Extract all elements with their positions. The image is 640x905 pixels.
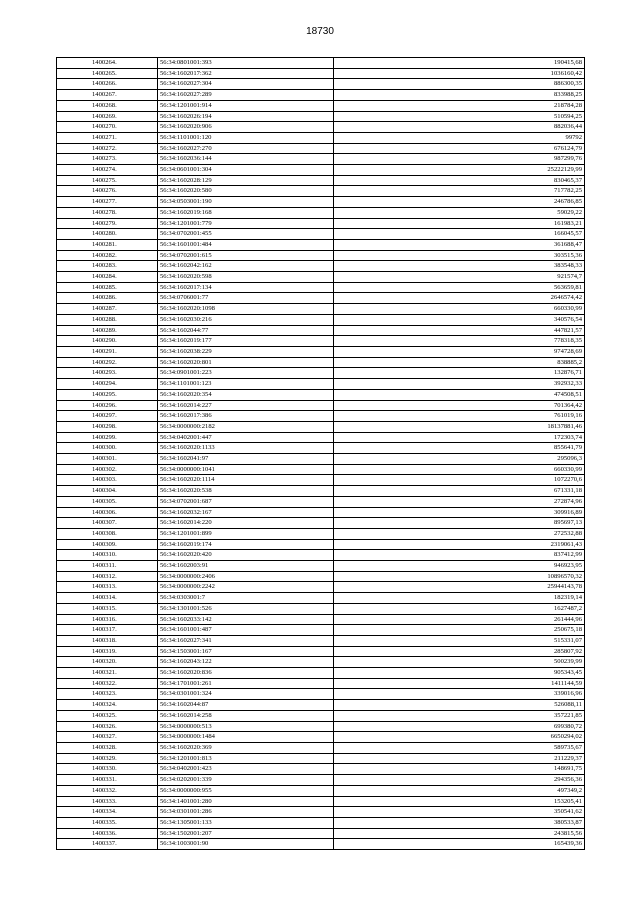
row-number-cell: 1400324. xyxy=(57,700,158,711)
row-number-cell: 1400310. xyxy=(57,550,158,561)
row-number-cell: 1400333. xyxy=(57,796,158,807)
table-row xyxy=(57,282,585,293)
row-number-cell: 1400276. xyxy=(57,186,158,197)
table-row xyxy=(57,646,585,657)
value-cell: 660330,99 xyxy=(334,464,585,475)
table-row xyxy=(57,678,585,689)
cadastral-number-cell: 56:34:0901001:223 xyxy=(158,368,334,379)
row-number-cell: 1400313. xyxy=(57,582,158,593)
cadastral-number-cell: 56:34:0801001:393 xyxy=(158,58,334,69)
table-row xyxy=(57,839,585,850)
value-cell: 660330,99 xyxy=(334,304,585,315)
value-cell: 25944143,78 xyxy=(334,582,585,593)
row-number-cell: 1400271. xyxy=(57,132,158,143)
table-row xyxy=(57,314,585,325)
table-row xyxy=(57,239,585,250)
row-number-cell: 1400315. xyxy=(57,603,158,614)
row-number-cell: 1400320. xyxy=(57,657,158,668)
table-row xyxy=(57,518,585,529)
value-cell: 921574,7 xyxy=(334,272,585,283)
cadastral-number-cell: 56:34:0000000:2406 xyxy=(158,571,334,582)
cadastral-number-cell: 56:34:1301001:526 xyxy=(158,603,334,614)
cadastral-number-cell: 56:34:0301001:324 xyxy=(158,689,334,700)
value-cell: 165439,36 xyxy=(334,839,585,850)
row-number-cell: 1400327. xyxy=(57,732,158,743)
row-number-cell: 1400267. xyxy=(57,90,158,101)
table-row xyxy=(57,357,585,368)
cadastral-number-cell: 56:34:0706001:77 xyxy=(158,293,334,304)
table-row xyxy=(57,635,585,646)
table-row xyxy=(57,571,585,582)
row-number-cell: 1400281. xyxy=(57,239,158,250)
value-cell: 526088,11 xyxy=(334,700,585,711)
value-cell: 515331,07 xyxy=(334,635,585,646)
table-row xyxy=(57,753,585,764)
cadastral-number-cell: 56:34:0000000:1041 xyxy=(158,464,334,475)
row-number-cell: 1400301. xyxy=(57,454,158,465)
value-cell: 830465,37 xyxy=(334,175,585,186)
value-cell: 974728,69 xyxy=(334,346,585,357)
value-cell: 243815,56 xyxy=(334,828,585,839)
cadastral-number-cell: 56:34:1602043:122 xyxy=(158,657,334,668)
cadastral-number-cell: 56:34:1602020:580 xyxy=(158,186,334,197)
table-row xyxy=(57,218,585,229)
row-number-cell: 1400265. xyxy=(57,68,158,79)
row-number-cell: 1400296. xyxy=(57,400,158,411)
row-number-cell: 1400330. xyxy=(57,764,158,775)
value-cell: 838885,2 xyxy=(334,357,585,368)
row-number-cell: 1400273. xyxy=(57,154,158,165)
table-row xyxy=(57,743,585,754)
table-row xyxy=(57,346,585,357)
cadastral-number-cell: 56:34:0702001:687 xyxy=(158,496,334,507)
value-cell: 946923,95 xyxy=(334,561,585,572)
cadastral-number-cell: 56:34:1502001:207 xyxy=(158,828,334,839)
cadastral-number-cell: 56:34:1503001:167 xyxy=(158,646,334,657)
row-number-cell: 1400285. xyxy=(57,282,158,293)
value-cell: 6650294,02 xyxy=(334,732,585,743)
row-number-cell: 1400264. xyxy=(57,58,158,69)
cadastral-number-cell: 56:34:1101001:123 xyxy=(158,379,334,390)
row-number-cell: 1400326. xyxy=(57,721,158,732)
row-number-cell: 1400284. xyxy=(57,272,158,283)
row-number-cell: 1400314. xyxy=(57,593,158,604)
cadastral-number-cell: 56:34:0702001:615 xyxy=(158,250,334,261)
row-number-cell: 1400290. xyxy=(57,336,158,347)
value-cell: 886300,35 xyxy=(334,79,585,90)
table-row xyxy=(57,154,585,165)
row-number-cell: 1400319. xyxy=(57,646,158,657)
value-cell: 10896570,32 xyxy=(334,571,585,582)
cadastral-number-cell: 56:34:1602020:354 xyxy=(158,389,334,400)
row-number-cell: 1400287. xyxy=(57,304,158,315)
value-cell: 218784,28 xyxy=(334,100,585,111)
table-row xyxy=(57,454,585,465)
row-number-cell: 1400321. xyxy=(57,668,158,679)
value-cell: 474508,51 xyxy=(334,389,585,400)
value-cell: 350541,62 xyxy=(334,807,585,818)
cadastral-number-cell: 56:34:1201001:914 xyxy=(158,100,334,111)
row-number-cell: 1400277. xyxy=(57,197,158,208)
table-row xyxy=(57,207,585,218)
row-number-cell: 1400292. xyxy=(57,357,158,368)
table-row xyxy=(57,400,585,411)
row-number-cell: 1400291. xyxy=(57,346,158,357)
table-row xyxy=(57,828,585,839)
value-cell: 447821,57 xyxy=(334,325,585,336)
cadastral-number-cell: 56:34:1601001:484 xyxy=(158,239,334,250)
cadastral-number-cell: 56:34:1602041:97 xyxy=(158,454,334,465)
row-number-cell: 1400298. xyxy=(57,421,158,432)
cadastral-number-cell: 56:34:0202001:339 xyxy=(158,775,334,786)
cadastral-number-cell: 56:34:0000000:2182 xyxy=(158,421,334,432)
value-cell: 132876,71 xyxy=(334,368,585,379)
row-number-cell: 1400325. xyxy=(57,710,158,721)
cadastral-number-cell: 56:34:1602042:162 xyxy=(158,261,334,272)
value-cell: 383548,33 xyxy=(334,261,585,272)
cadastral-number-cell: 56:34:1201001:779 xyxy=(158,218,334,229)
row-number-cell: 1400332. xyxy=(57,785,158,796)
row-number-cell: 1400270. xyxy=(57,122,158,133)
value-cell: 1072270,6 xyxy=(334,475,585,486)
table-row xyxy=(57,90,585,101)
row-number-cell: 1400288. xyxy=(57,314,158,325)
cadastral-number-cell: 56:34:1602044:87 xyxy=(158,700,334,711)
value-cell: 855641,79 xyxy=(334,443,585,454)
value-cell: 161983,21 xyxy=(334,218,585,229)
table-row xyxy=(57,111,585,122)
table-row xyxy=(57,496,585,507)
cadastral-number-cell: 56:34:1602027:289 xyxy=(158,90,334,101)
cadastral-number-cell: 56:34:1602019:177 xyxy=(158,336,334,347)
value-cell: 987299,76 xyxy=(334,154,585,165)
table-row xyxy=(57,539,585,550)
row-number-cell: 1400289. xyxy=(57,325,158,336)
value-cell: 1036160,42 xyxy=(334,68,585,79)
cadastral-number-cell: 56:34:1602014:227 xyxy=(158,400,334,411)
cadastral-number-cell: 56:34:1602033:142 xyxy=(158,614,334,625)
value-cell: 701364,42 xyxy=(334,400,585,411)
value-cell: 497349,2 xyxy=(334,785,585,796)
cadastral-number-cell: 56:34:1602019:174 xyxy=(158,539,334,550)
cadastral-number-cell: 56:34:1602020:420 xyxy=(158,550,334,561)
value-cell: 905343,45 xyxy=(334,668,585,679)
value-cell: 272532,88 xyxy=(334,528,585,539)
row-number-cell: 1400302. xyxy=(57,464,158,475)
cadastral-number-cell: 56:34:1201001:813 xyxy=(158,753,334,764)
cadastral-number-cell: 56:34:1201001:899 xyxy=(158,528,334,539)
cadastral-number-cell: 56:34:1602020:906 xyxy=(158,122,334,133)
value-cell: 2319061,43 xyxy=(334,539,585,550)
row-number-cell: 1400299. xyxy=(57,432,158,443)
cadastral-number-cell: 56:34:1602038:229 xyxy=(158,346,334,357)
table-row xyxy=(57,668,585,679)
row-number-cell: 1400309. xyxy=(57,539,158,550)
value-cell: 699380,72 xyxy=(334,721,585,732)
value-cell: 761019,16 xyxy=(334,411,585,422)
table-row xyxy=(57,100,585,111)
value-cell: 25222129,99 xyxy=(334,165,585,176)
row-number-cell: 1400269. xyxy=(57,111,158,122)
value-cell: 250675,18 xyxy=(334,625,585,636)
value-cell: 1411144,59 xyxy=(334,678,585,689)
table-row xyxy=(57,721,585,732)
table-row xyxy=(57,411,585,422)
value-cell: 357221,85 xyxy=(334,710,585,721)
table-row xyxy=(57,175,585,186)
row-number-cell: 1400317. xyxy=(57,625,158,636)
table-row xyxy=(57,132,585,143)
value-cell: 166045,57 xyxy=(334,229,585,240)
value-cell: 833988,25 xyxy=(334,90,585,101)
table-row xyxy=(57,304,585,315)
cadastral-number-cell: 56:34:1602020:1098 xyxy=(158,304,334,315)
row-number-cell: 1400300. xyxy=(57,443,158,454)
table-row xyxy=(57,689,585,700)
table-row xyxy=(57,603,585,614)
table-row xyxy=(57,379,585,390)
row-number-cell: 1400294. xyxy=(57,379,158,390)
table-row xyxy=(57,732,585,743)
table-row xyxy=(57,229,585,240)
table-row xyxy=(57,625,585,636)
row-number-cell: 1400311. xyxy=(57,561,158,572)
table-row xyxy=(57,68,585,79)
value-cell: 361688,47 xyxy=(334,239,585,250)
value-cell: 148691,75 xyxy=(334,764,585,775)
table-row xyxy=(57,143,585,154)
cadastral-number-cell: 56:34:0303001:7 xyxy=(158,593,334,604)
cadastral-number-cell: 56:34:0503001:190 xyxy=(158,197,334,208)
cadastral-number-cell: 56:34:1602030:216 xyxy=(158,314,334,325)
cadastral-number-cell: 56:34:1602017:386 xyxy=(158,411,334,422)
table-row xyxy=(57,197,585,208)
value-cell: 671331,18 xyxy=(334,486,585,497)
value-cell: 589735,67 xyxy=(334,743,585,754)
table-row xyxy=(57,272,585,283)
value-cell: 717782,25 xyxy=(334,186,585,197)
row-number-cell: 1400323. xyxy=(57,689,158,700)
cadastral-number-cell: 56:34:0000000:1484 xyxy=(158,732,334,743)
row-number-cell: 1400275. xyxy=(57,175,158,186)
row-number-cell: 1400316. xyxy=(57,614,158,625)
value-cell: 246786,85 xyxy=(334,197,585,208)
table-row xyxy=(57,785,585,796)
row-number-cell: 1400334. xyxy=(57,807,158,818)
row-number-cell: 1400295. xyxy=(57,389,158,400)
value-cell: 59029,22 xyxy=(334,207,585,218)
table-row xyxy=(57,486,585,497)
table-row xyxy=(57,507,585,518)
table-row xyxy=(57,336,585,347)
table-row xyxy=(57,165,585,176)
value-cell: 1627487,2 xyxy=(334,603,585,614)
table-row xyxy=(57,582,585,593)
cadastral-number-cell: 56:34:1602003:91 xyxy=(158,561,334,572)
table-row xyxy=(57,293,585,304)
cadastral-number-cell: 56:34:1602027:341 xyxy=(158,635,334,646)
cadastral-number-cell: 56:34:1602020:836 xyxy=(158,668,334,679)
row-number-cell: 1400297. xyxy=(57,411,158,422)
cadastral-number-cell: 56:34:1003001:90 xyxy=(158,839,334,850)
table-row xyxy=(57,368,585,379)
value-cell: 563659,81 xyxy=(334,282,585,293)
table-row xyxy=(57,593,585,604)
table-row xyxy=(57,528,585,539)
row-number-cell: 1400306. xyxy=(57,507,158,518)
row-number-cell: 1400279. xyxy=(57,218,158,229)
cadastral-number-cell: 56:34:0601001:304 xyxy=(158,165,334,176)
value-cell: 303515,36 xyxy=(334,250,585,261)
row-number-cell: 1400335. xyxy=(57,817,158,828)
table-row xyxy=(57,796,585,807)
value-cell: 172303,74 xyxy=(334,432,585,443)
value-cell: 676124,79 xyxy=(334,143,585,154)
table-row xyxy=(57,261,585,272)
row-number-cell: 1400303. xyxy=(57,475,158,486)
row-number-cell: 1400266. xyxy=(57,79,158,90)
value-cell: 211229,37 xyxy=(334,753,585,764)
value-cell: 261444,96 xyxy=(334,614,585,625)
table-row xyxy=(57,657,585,668)
cadastral-number-cell: 56:34:1602027:304 xyxy=(158,79,334,90)
cadastral-number-cell: 56:34:1602032:167 xyxy=(158,507,334,518)
table-row xyxy=(57,421,585,432)
row-number-cell: 1400318. xyxy=(57,635,158,646)
cadastral-number-cell: 56:34:1602019:168 xyxy=(158,207,334,218)
cadastral-number-cell: 56:34:0402001:447 xyxy=(158,432,334,443)
value-cell: 895697,13 xyxy=(334,518,585,529)
row-number-cell: 1400312. xyxy=(57,571,158,582)
row-number-cell: 1400278. xyxy=(57,207,158,218)
table-row xyxy=(57,250,585,261)
table-row xyxy=(57,432,585,443)
value-cell: 272874,96 xyxy=(334,496,585,507)
table-row xyxy=(57,389,585,400)
row-number-cell: 1400307. xyxy=(57,518,158,529)
table-row xyxy=(57,710,585,721)
row-number-cell: 1400305. xyxy=(57,496,158,507)
table-row xyxy=(57,614,585,625)
row-number-cell: 1400286. xyxy=(57,293,158,304)
cadastral-number-cell: 56:34:1602017:134 xyxy=(158,282,334,293)
row-number-cell: 1400331. xyxy=(57,775,158,786)
table-row xyxy=(57,443,585,454)
table-row xyxy=(57,550,585,561)
cadastral-number-cell: 56:34:0402001:423 xyxy=(158,764,334,775)
row-number-cell: 1400282. xyxy=(57,250,158,261)
value-cell: 99792 xyxy=(334,132,585,143)
cadastral-number-cell: 56:34:0702001:455 xyxy=(158,229,334,240)
cadastral-number-cell: 56:34:1602020:801 xyxy=(158,357,334,368)
row-number-cell: 1400329. xyxy=(57,753,158,764)
cadastral-number-cell: 56:34:0301001:286 xyxy=(158,807,334,818)
cadastral-number-cell: 56:34:1602017:362 xyxy=(158,68,334,79)
cadastral-number-cell: 56:34:1602014:220 xyxy=(158,518,334,529)
row-number-cell: 1400272. xyxy=(57,143,158,154)
value-cell: 510594,25 xyxy=(334,111,585,122)
table-row xyxy=(57,79,585,90)
cadastral-number-cell: 56:34:1602020:1133 xyxy=(158,443,334,454)
row-number-cell: 1400337. xyxy=(57,839,158,850)
value-cell: 837412,99 xyxy=(334,550,585,561)
value-cell: 153205,41 xyxy=(334,796,585,807)
table-row xyxy=(57,807,585,818)
cadastral-value-table xyxy=(56,57,585,850)
table-row xyxy=(57,764,585,775)
cadastral-number-cell: 56:34:1401001:280 xyxy=(158,796,334,807)
table-row xyxy=(57,817,585,828)
cadastral-number-cell: 56:34:1602020:598 xyxy=(158,272,334,283)
value-cell: 190415,68 xyxy=(334,58,585,69)
row-number-cell: 1400274. xyxy=(57,165,158,176)
row-number-cell: 1400280. xyxy=(57,229,158,240)
table-row xyxy=(57,58,585,69)
cadastral-number-cell: 56:34:1101001:120 xyxy=(158,132,334,143)
value-cell: 339016,96 xyxy=(334,689,585,700)
value-cell: 380533,87 xyxy=(334,817,585,828)
value-cell: 500239,99 xyxy=(334,657,585,668)
page-number: 18730 xyxy=(306,26,334,37)
value-cell: 18137881,46 xyxy=(334,421,585,432)
cadastral-number-cell: 56:34:1602044:77 xyxy=(158,325,334,336)
value-cell: 392932,33 xyxy=(334,379,585,390)
row-number-cell: 1400336. xyxy=(57,828,158,839)
cadastral-number-cell: 56:34:1602020:369 xyxy=(158,743,334,754)
value-cell: 285807,92 xyxy=(334,646,585,657)
table-row xyxy=(57,700,585,711)
cadastral-number-cell: 56:34:1602020:538 xyxy=(158,486,334,497)
table-row xyxy=(57,186,585,197)
cadastral-number-cell: 56:34:1602027:270 xyxy=(158,143,334,154)
cadastral-number-cell: 56:34:1602020:1114 xyxy=(158,475,334,486)
value-cell: 182319,14 xyxy=(334,593,585,604)
row-number-cell: 1400304. xyxy=(57,486,158,497)
cadastral-number-cell: 56:34:1602014:258 xyxy=(158,710,334,721)
table-row xyxy=(57,561,585,572)
table-row xyxy=(57,325,585,336)
cadastral-number-cell: 56:34:1305001:133 xyxy=(158,817,334,828)
table-row xyxy=(57,475,585,486)
cadastral-number-cell: 56:34:1602036:144 xyxy=(158,154,334,165)
row-number-cell: 1400268. xyxy=(57,100,158,111)
cadastral-number-cell: 56:34:1602026:194 xyxy=(158,111,334,122)
value-cell: 295096,3 xyxy=(334,454,585,465)
cadastral-number-cell: 56:34:0000000:513 xyxy=(158,721,334,732)
row-number-cell: 1400283. xyxy=(57,261,158,272)
row-number-cell: 1400293. xyxy=(57,368,158,379)
table-row xyxy=(57,122,585,133)
row-number-cell: 1400308. xyxy=(57,528,158,539)
row-number-cell: 1400322. xyxy=(57,678,158,689)
cadastral-number-cell: 56:34:1602028:129 xyxy=(158,175,334,186)
value-cell: 882036,44 xyxy=(334,122,585,133)
table-row xyxy=(57,775,585,786)
cadastral-number-cell: 56:34:0000000:2242 xyxy=(158,582,334,593)
value-cell: 294356,36 xyxy=(334,775,585,786)
value-cell: 2646574,42 xyxy=(334,293,585,304)
table-row xyxy=(57,464,585,475)
row-number-cell: 1400328. xyxy=(57,743,158,754)
table-body xyxy=(57,58,585,850)
value-cell: 778318,35 xyxy=(334,336,585,347)
value-cell: 340576,54 xyxy=(334,314,585,325)
cadastral-number-cell: 56:34:1601001:487 xyxy=(158,625,334,636)
value-cell: 309916,89 xyxy=(334,507,585,518)
cadastral-number-cell: 56:34:0000000:955 xyxy=(158,785,334,796)
cadastral-number-cell: 56:34:1701001:261 xyxy=(158,678,334,689)
